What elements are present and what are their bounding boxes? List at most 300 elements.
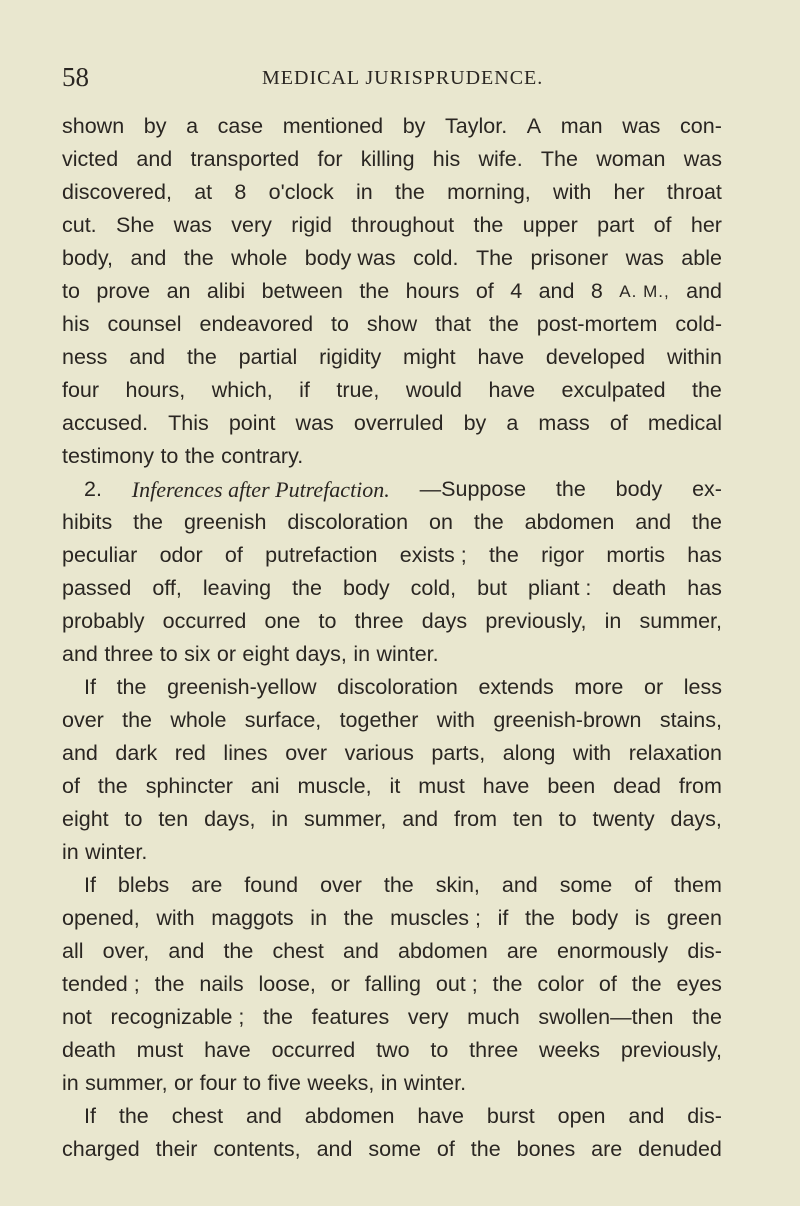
word: mortis	[606, 543, 665, 567]
word: hours,	[125, 378, 186, 402]
word: killing	[360, 147, 415, 171]
word: contents,	[213, 1137, 301, 1161]
word: between	[261, 279, 343, 303]
word: nails	[199, 972, 244, 996]
word: The	[475, 246, 513, 270]
word: cold,	[410, 576, 457, 600]
text-line	[62, 770, 722, 803]
word: more	[574, 675, 624, 699]
word: 8	[234, 180, 247, 204]
word: true,	[336, 378, 380, 402]
word: within	[666, 345, 722, 369]
word: peculiar	[62, 543, 138, 567]
word: dark	[115, 741, 158, 765]
word: it	[389, 774, 401, 798]
word: in	[604, 609, 622, 633]
word: on	[428, 510, 453, 534]
word: one	[264, 609, 301, 633]
word: a	[186, 114, 199, 138]
word: if	[497, 906, 509, 930]
word: winter.	[403, 1071, 467, 1095]
word: have	[417, 1104, 464, 1128]
word: and	[136, 147, 173, 171]
word: off,	[152, 576, 182, 600]
word: in	[310, 906, 328, 930]
word: have	[488, 378, 536, 402]
word: in	[62, 1071, 79, 1095]
word: point	[228, 411, 276, 435]
word: and	[538, 279, 575, 303]
word: in	[353, 642, 371, 666]
word: blebs	[117, 873, 170, 897]
word: open	[557, 1104, 606, 1128]
word: discovered,	[62, 180, 172, 204]
word: to	[124, 807, 143, 831]
word: of	[598, 972, 617, 996]
word: her	[690, 213, 722, 237]
word: man	[560, 114, 603, 138]
word: skin,	[435, 873, 480, 897]
word: the	[343, 906, 374, 930]
word: greenish	[183, 510, 267, 534]
word: cold-	[675, 312, 722, 336]
word: contrary.	[221, 444, 304, 468]
text-line	[62, 209, 722, 242]
word: rigid	[291, 213, 332, 237]
word: mentioned	[282, 114, 384, 138]
word: pliant :	[528, 576, 592, 600]
word: and	[501, 873, 538, 897]
text-line	[62, 671, 722, 704]
word: the	[383, 873, 414, 897]
text-line	[62, 506, 722, 539]
text-line	[62, 242, 722, 275]
word: accused.	[62, 411, 149, 435]
text-line	[62, 902, 722, 935]
word: the	[473, 510, 504, 534]
word: and	[635, 510, 672, 534]
word: rigor	[541, 543, 585, 567]
word: been	[547, 774, 596, 798]
word: maggots	[211, 906, 294, 930]
word: death	[612, 576, 667, 600]
word: from	[454, 807, 498, 831]
word: with	[436, 708, 476, 732]
word: the	[223, 939, 254, 963]
word: in	[355, 180, 373, 204]
text-line	[62, 638, 722, 671]
word: victed	[62, 147, 119, 171]
word: sphincter	[145, 774, 233, 798]
text-line	[62, 110, 722, 143]
word: the	[488, 312, 519, 336]
word: have	[204, 1038, 251, 1062]
page-number: 58	[62, 62, 89, 92]
word: developed	[545, 345, 646, 369]
word: throughout	[351, 213, 455, 237]
word: or	[330, 972, 350, 996]
word: weeks	[539, 1038, 600, 1062]
word: the	[133, 510, 164, 534]
word: to	[159, 642, 178, 666]
word: very	[231, 213, 272, 237]
word: the	[263, 1005, 293, 1029]
word: was	[173, 213, 212, 237]
word: the	[183, 246, 214, 270]
word: days,	[670, 807, 722, 831]
word: over	[285, 741, 328, 765]
word: three	[104, 642, 154, 666]
word: testimony	[62, 444, 155, 468]
word: parts,	[431, 741, 486, 765]
word: must	[418, 774, 465, 798]
word: winter.	[376, 642, 439, 666]
word: three	[469, 1038, 519, 1062]
word: over	[320, 873, 362, 897]
word: was	[683, 147, 722, 171]
word: dis-	[687, 939, 722, 963]
word: She	[116, 213, 155, 237]
word: of	[436, 1137, 455, 1161]
word: shown	[62, 114, 125, 138]
word: by	[143, 114, 167, 138]
word: ness	[62, 345, 108, 369]
word: together	[339, 708, 419, 732]
word: summer,	[639, 609, 722, 633]
word: ani	[250, 774, 280, 798]
word: body was	[304, 246, 396, 270]
word: and	[402, 807, 439, 831]
word: the	[555, 477, 586, 501]
word: show	[366, 312, 418, 336]
text-line	[62, 1001, 722, 1034]
word: The	[540, 147, 578, 171]
word: weeks,	[307, 1071, 375, 1095]
word: exists ;	[399, 543, 467, 567]
word: discoloration	[337, 675, 458, 699]
word: probably	[62, 609, 145, 633]
word: the	[692, 378, 722, 402]
word: that	[435, 312, 471, 336]
word: whole	[231, 246, 288, 270]
word: three	[354, 609, 404, 633]
word: with	[553, 180, 592, 204]
running-head: MEDICAL JURISPRUDENCE.	[262, 67, 544, 89]
word: found	[244, 873, 299, 897]
word: an	[166, 279, 191, 303]
word: are	[591, 1137, 623, 1161]
word: abdomen	[524, 510, 615, 534]
word: the	[122, 708, 153, 732]
word: various	[344, 741, 414, 765]
word: of	[224, 543, 243, 567]
word: in	[62, 840, 79, 864]
word: wife.	[478, 147, 523, 171]
word: at	[194, 180, 213, 204]
word: or	[216, 642, 236, 666]
text-line	[62, 473, 722, 506]
text-line	[62, 407, 722, 440]
word: passed	[62, 576, 132, 600]
word: by	[463, 411, 487, 435]
word: four	[199, 1071, 237, 1095]
word: and	[62, 642, 98, 666]
word: must	[136, 1038, 184, 1062]
word: the	[473, 213, 504, 237]
word: a	[506, 411, 519, 435]
word: but	[477, 576, 507, 600]
word: the	[292, 576, 322, 600]
word: extends	[478, 675, 554, 699]
word: If	[84, 675, 96, 699]
word: the	[97, 774, 128, 798]
word: less	[683, 675, 722, 699]
word: occurred	[271, 1038, 356, 1062]
word: the	[631, 972, 662, 996]
word: tended ;	[62, 972, 140, 996]
word: and	[628, 1104, 665, 1128]
word: days	[421, 609, 468, 633]
word: or	[644, 675, 664, 699]
word: the	[186, 345, 217, 369]
text-line	[62, 1133, 722, 1166]
word: hours	[405, 279, 460, 303]
word: burst	[486, 1104, 535, 1128]
word: was	[295, 411, 334, 435]
word: If	[84, 1104, 96, 1128]
word: much	[467, 1005, 520, 1029]
word: the	[470, 1137, 501, 1161]
word: cold.	[413, 246, 459, 270]
word: of	[653, 213, 672, 237]
word: o'clock	[268, 180, 334, 204]
word: odor	[159, 543, 203, 567]
word: their	[155, 1137, 198, 1161]
word: to	[160, 444, 179, 468]
word: rigidity	[319, 345, 382, 369]
word: summer,	[303, 807, 387, 831]
text-line	[62, 341, 722, 374]
word: color	[537, 972, 584, 996]
text-line	[62, 539, 722, 572]
word: denuded	[638, 1137, 722, 1161]
text-line	[62, 869, 722, 902]
word: eight	[242, 642, 290, 666]
word: the	[116, 675, 147, 699]
text-line	[62, 440, 722, 473]
word: in	[380, 1071, 398, 1095]
word: and	[168, 939, 205, 963]
word: post-mortem	[536, 312, 658, 336]
word: —Suppose	[419, 477, 527, 501]
word: muscles ;	[390, 906, 481, 930]
word: his	[432, 147, 461, 171]
word: to	[243, 1071, 262, 1095]
word: loose,	[258, 972, 316, 996]
word: the	[488, 543, 519, 567]
text-line	[62, 803, 722, 836]
word: abdomen	[398, 939, 488, 963]
word: to	[62, 279, 80, 303]
word: putrefaction	[265, 543, 378, 567]
word: surface,	[244, 708, 322, 732]
word: abdomen	[304, 1104, 395, 1128]
word: counsel	[107, 312, 182, 336]
word: over,	[102, 939, 150, 963]
word: with	[572, 741, 612, 765]
word: recognizable ;	[110, 1005, 245, 1029]
text-line	[62, 605, 722, 638]
word: Taylor.	[445, 114, 508, 138]
word: lines	[223, 741, 268, 765]
word: eyes	[676, 972, 722, 996]
word: the	[184, 444, 215, 468]
word: along	[502, 741, 556, 765]
word: are	[506, 939, 538, 963]
text-line	[62, 572, 722, 605]
word: greenish-brown	[493, 708, 642, 732]
text-line	[62, 308, 722, 341]
text-line	[62, 1067, 722, 1100]
word: and	[686, 279, 722, 303]
word: and	[130, 246, 167, 270]
word: relaxation	[628, 741, 722, 765]
word: stains,	[659, 708, 722, 732]
word: A	[526, 114, 542, 138]
word: ex-	[692, 477, 722, 501]
word: green	[666, 906, 722, 930]
word: and	[343, 939, 379, 963]
word: upper	[522, 213, 578, 237]
word: out ;	[435, 972, 478, 996]
word: are	[191, 873, 223, 897]
word: swollen—then	[538, 1005, 674, 1029]
text-line	[62, 1034, 722, 1067]
word: or	[174, 1071, 194, 1095]
word: alibi	[206, 279, 246, 303]
word: previously,	[485, 609, 587, 633]
word: would	[405, 378, 463, 402]
word: has	[687, 576, 722, 600]
word: body	[343, 576, 390, 600]
word: muscle,	[297, 774, 372, 798]
word: opened,	[62, 906, 140, 930]
text-line	[62, 968, 722, 1001]
word: overruled	[353, 411, 444, 435]
page-header	[62, 60, 722, 94]
word: the	[118, 1104, 149, 1128]
word: prove	[96, 279, 151, 303]
word: the	[692, 510, 722, 534]
word: in	[271, 807, 289, 831]
word: days,	[204, 807, 256, 831]
word: 2.	[84, 477, 102, 501]
word: with	[156, 906, 195, 930]
word: and	[316, 1137, 353, 1161]
word: throat	[666, 180, 722, 204]
word: hibits	[62, 510, 113, 534]
word: have	[482, 774, 530, 798]
text-line	[62, 275, 722, 308]
word: dead	[613, 774, 661, 798]
word: whole	[170, 708, 227, 732]
word: medical	[647, 411, 722, 435]
word: occurred	[162, 609, 247, 633]
word: endeavored	[199, 312, 314, 336]
word: body	[571, 906, 619, 930]
word: is	[634, 906, 651, 930]
word: falling	[364, 972, 421, 996]
word: and	[129, 345, 166, 369]
word: to	[318, 609, 337, 633]
word: eight	[62, 807, 109, 831]
word: This	[168, 411, 209, 435]
word: charged	[62, 1137, 140, 1161]
word: the	[492, 972, 523, 996]
word: body	[615, 477, 663, 501]
word: some	[368, 1137, 421, 1161]
text-line	[62, 704, 722, 737]
word: of	[609, 411, 628, 435]
word: 8	[590, 279, 603, 303]
word: his	[62, 312, 90, 336]
word: case	[217, 114, 264, 138]
word: very	[407, 1005, 449, 1029]
word: over	[62, 708, 104, 732]
word: her	[613, 180, 645, 204]
word: all	[62, 939, 84, 963]
word: summer,	[85, 1071, 168, 1095]
word: features	[311, 1005, 390, 1029]
text-line	[62, 176, 722, 209]
word: days,	[295, 642, 347, 666]
text-line	[62, 1100, 722, 1133]
word: was	[622, 114, 661, 138]
word: the	[394, 180, 425, 204]
word: the	[154, 972, 185, 996]
word: leaving	[202, 576, 272, 600]
text-line	[62, 737, 722, 770]
word: and	[62, 741, 98, 765]
word: ten	[512, 807, 543, 831]
word: A. M.,	[619, 282, 670, 301]
word: transported	[190, 147, 300, 171]
word: for	[317, 147, 343, 171]
word: four	[62, 378, 100, 402]
word: to	[558, 807, 577, 831]
word: 4	[510, 279, 523, 303]
word: body,	[62, 246, 113, 270]
word: con-	[680, 114, 722, 138]
word: the	[692, 1005, 722, 1029]
word: greenish-yellow	[167, 675, 317, 699]
word: bones	[516, 1137, 576, 1161]
text-line	[62, 836, 722, 869]
word: part	[597, 213, 635, 237]
word: chest	[272, 939, 324, 963]
word: Inferences after Putrefaction.	[131, 477, 390, 502]
word: ten	[158, 807, 189, 831]
word: enormously	[557, 939, 669, 963]
word: has	[687, 543, 722, 567]
word: able	[681, 246, 722, 270]
word: winter.	[85, 840, 148, 864]
word: chest	[171, 1104, 224, 1128]
word: death	[62, 1038, 116, 1062]
word: by	[402, 114, 426, 138]
word: dis-	[687, 1104, 722, 1128]
text-line	[62, 935, 722, 968]
